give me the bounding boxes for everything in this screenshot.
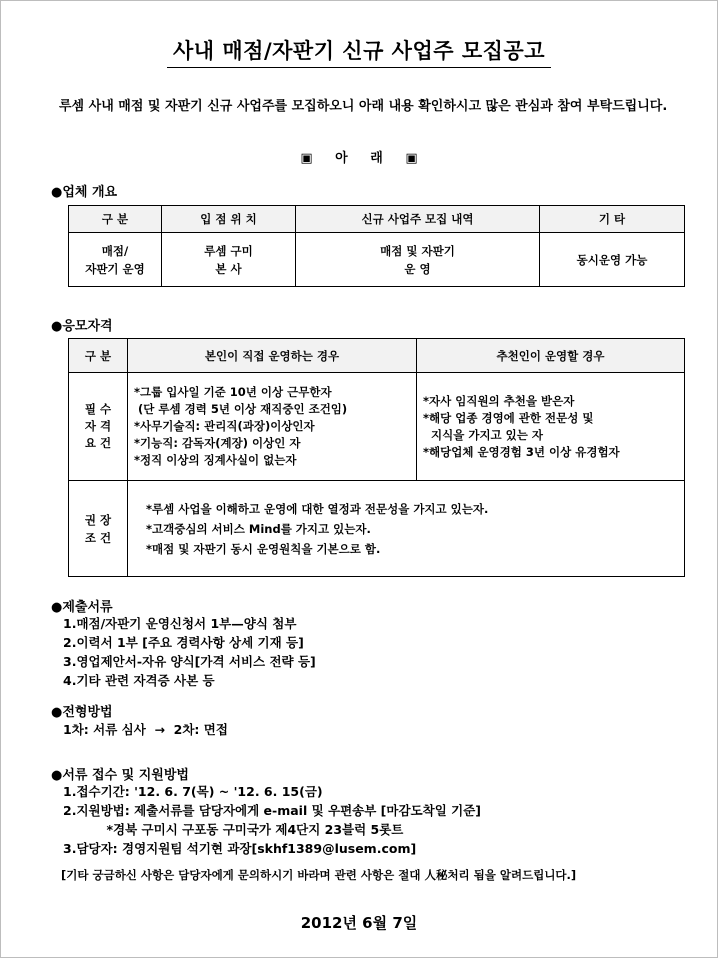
col-header-direct: 본인이 직접 운영하는 경우	[128, 339, 417, 373]
col-header-recommend: 추천인이 운영할 경우	[417, 339, 685, 373]
application-list	[63, 782, 481, 858]
required-recommend-cell	[417, 373, 685, 481]
list-item: 2.지원방법: 제출서류를 담당자에게 e-mail 및 우편송부 [마감도착일 기준]	[63, 803, 481, 818]
cell-location: 루셈 구미 본 사	[162, 233, 296, 287]
selection-process-text: 1차: 서류 심사 → 2차: 면접	[63, 722, 228, 737]
cell-recruitment: 매점 및 자판기 운 영	[296, 233, 540, 287]
page-title: 사내 매점/자판기 신규 사업주 모집공고	[167, 35, 551, 68]
list-item: *해당 업종 경영에 관한 전문성 및	[423, 410, 594, 425]
label-recommended: 권 장 조 건	[69, 481, 128, 577]
list-item: *기능직: 감독자(계장) 이상인 자	[134, 436, 301, 450]
required-direct-cell	[128, 373, 417, 481]
list-item: *매점 및 자판기 동시 운영원칙을 기본으로 함.	[146, 541, 381, 556]
list-item: *정직 이상의 징계사실이 없는자	[134, 453, 297, 467]
label-required: 필 수 자 격 요 건	[69, 373, 128, 481]
section-application-heading: ●서류 접수 및 지원방법	[51, 768, 189, 783]
list-item: *자사 임직원의 추천을 받은자	[423, 393, 575, 408]
list-item: 3.담당자: 경영지원팀 석기현 과장[skhf1389@lusem.com]	[63, 841, 417, 856]
list-item: *루셈 사업을 이해하고 운영에 대한 열정과 전문성을 가지고 있는자.	[146, 501, 489, 516]
are-heading: ▣ 아 래 ▣	[300, 151, 418, 166]
footer-note: [기타 궁금하신 사항은 담당자에게 문의하시기 바라며 관련 사항은 절대 人秘처리 됨을 알려드립니다.]	[61, 868, 577, 882]
col-header-category: 구 분	[69, 206, 162, 233]
list-item: *사무기술직: 관리직(과장)이상인자	[134, 419, 315, 433]
section-company-overview-heading: ●업체 개요	[51, 185, 118, 200]
notice-date: 2012년 6월 7일	[300, 914, 418, 932]
col-header-recruitment: 신규 사업주 모집 내역	[296, 206, 540, 233]
list-item: 1.접수기간: '12. 6. 7(목) ~ '12. 6. 15(금)	[63, 784, 323, 799]
col-header-location: 입 점 위 치	[162, 206, 296, 233]
section-selection-heading: ●전형방법	[51, 705, 113, 720]
list-item: *고객중심의 서비스 Mind를 가지고 있는자.	[146, 521, 371, 536]
list-item: *해당업체 운영경험 3년 이상 유경험자	[423, 444, 620, 459]
list-item: 1.매점/자판기 운영신청서 1부—양식 첨부	[63, 616, 297, 631]
list-item: (단 루셈 경력 5년 이상 재직중인 조건임)	[134, 402, 348, 416]
section-documents-heading: ●제출서류	[51, 600, 113, 615]
list-item: 4.기타 관련 자격증 사본 등	[63, 673, 215, 688]
section-qualification-heading: ●응모자격	[51, 319, 113, 334]
documents-list	[63, 614, 316, 690]
col-header-category: 구 분	[69, 339, 128, 373]
cell-etc: 동시운영 가능	[540, 233, 685, 287]
list-item: 2.이력서 1부 [주요 경력사항 상세 기재 등]	[63, 635, 304, 650]
list-item: 3.영업제안서-자유 양식[가격 서비스 전략 등]	[63, 654, 316, 669]
intro-text: 루셈 사내 매점 및 자판기 신규 사업주를 모집하오니 아래 내용 확인하시고 많은 관심과 참여 부탁드립니다.	[59, 99, 668, 114]
qualification-table	[68, 338, 685, 577]
list-item: *그룹 입사일 기준 10년 이상 근무한자	[134, 385, 332, 399]
col-header-etc: 기 타	[540, 206, 685, 233]
list-item: 지식을 가지고 있는 자	[423, 427, 543, 442]
cell-category: 매점/ 자판기 운영	[69, 233, 162, 287]
list-item: *경북 구미시 구포동 구미국가 제4단지 23블럭 5롯트	[63, 822, 404, 837]
recommended-conditions-cell	[128, 481, 685, 577]
company-overview-table	[68, 205, 685, 287]
